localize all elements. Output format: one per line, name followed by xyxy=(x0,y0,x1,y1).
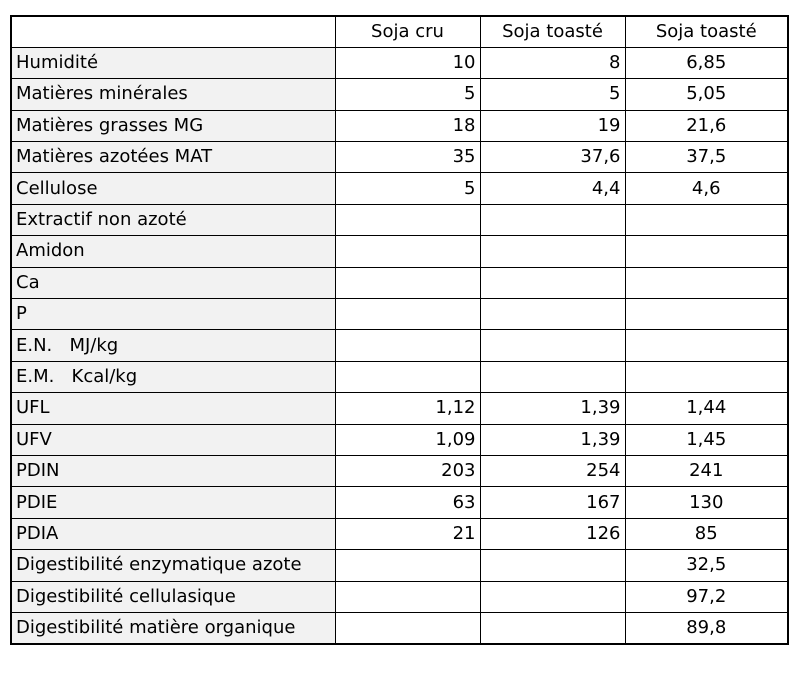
table-row xyxy=(11,204,788,235)
value-cell: 10 xyxy=(335,47,480,78)
value-cell xyxy=(335,550,480,581)
value-cell xyxy=(480,581,625,612)
table-row xyxy=(11,424,788,455)
row-label: Amidon xyxy=(11,236,335,267)
value-cell xyxy=(335,361,480,392)
table-row xyxy=(11,518,788,549)
row-label: PDIA xyxy=(11,518,335,549)
value-cell: 85 xyxy=(625,518,788,549)
value-cell: 5 xyxy=(480,79,625,110)
value-cell: 97,2 xyxy=(625,581,788,612)
value-cell: 241 xyxy=(625,455,788,486)
row-label: Matières grasses MG xyxy=(11,110,335,141)
table-row xyxy=(11,110,788,141)
value-cell: 5 xyxy=(335,79,480,110)
table-row xyxy=(11,612,788,643)
value-cell: 19 xyxy=(480,110,625,141)
value-cell: 5 xyxy=(335,173,480,204)
row-label: E.M. Kcal/kg xyxy=(11,361,335,392)
value-cell: 18 xyxy=(335,110,480,141)
value-cell: 89,8 xyxy=(625,612,788,643)
table-row xyxy=(11,236,788,267)
value-cell xyxy=(335,330,480,361)
header-row xyxy=(11,16,788,47)
value-cell xyxy=(335,267,480,298)
header-cell-soja-cru: Soja cru xyxy=(335,16,480,47)
value-cell xyxy=(625,236,788,267)
row-label: Digestibilité enzymatique azote xyxy=(11,550,335,581)
value-cell: 21 xyxy=(335,518,480,549)
row-label: Ca xyxy=(11,267,335,298)
table-row xyxy=(11,267,788,298)
table-row xyxy=(11,142,788,173)
row-label: Cellulose xyxy=(11,173,335,204)
table-row xyxy=(11,550,788,581)
row-label: PDIE xyxy=(11,487,335,518)
value-cell: 35 xyxy=(335,142,480,173)
value-cell xyxy=(335,581,480,612)
value-cell: 8 xyxy=(480,47,625,78)
value-cell: 6,85 xyxy=(625,47,788,78)
value-cell: 4,4 xyxy=(480,173,625,204)
table-row xyxy=(11,487,788,518)
value-cell: 1,44 xyxy=(625,393,788,424)
row-label: Digestibilité cellulasique xyxy=(11,581,335,612)
nutrition-table xyxy=(10,15,789,645)
value-cell xyxy=(625,204,788,235)
value-cell xyxy=(335,612,480,643)
value-cell: 254 xyxy=(480,455,625,486)
table-row xyxy=(11,393,788,424)
row-label: Digestibilité matière organique xyxy=(11,612,335,643)
value-cell: 130 xyxy=(625,487,788,518)
value-cell: 37,6 xyxy=(480,142,625,173)
header-cell-corner xyxy=(11,16,335,47)
value-cell xyxy=(625,330,788,361)
value-cell xyxy=(480,299,625,330)
row-label: Matières minérales xyxy=(11,79,335,110)
table-row xyxy=(11,330,788,361)
table-row xyxy=(11,299,788,330)
value-cell: 1,09 xyxy=(335,424,480,455)
table-row xyxy=(11,455,788,486)
row-label: E.N. MJ/kg xyxy=(11,330,335,361)
header-cell-soja-toaste-1: Soja toasté xyxy=(480,16,625,47)
value-cell xyxy=(625,267,788,298)
value-cell xyxy=(480,330,625,361)
value-cell: 4,6 xyxy=(625,173,788,204)
header-cell-soja-toaste-2: Soja toasté xyxy=(625,16,788,47)
row-label: PDIN xyxy=(11,455,335,486)
value-cell: 1,12 xyxy=(335,393,480,424)
value-cell xyxy=(480,612,625,643)
row-label: UFL xyxy=(11,393,335,424)
value-cell xyxy=(335,204,480,235)
value-cell: 5,05 xyxy=(625,79,788,110)
table-row xyxy=(11,79,788,110)
value-cell: 63 xyxy=(335,487,480,518)
table-row xyxy=(11,581,788,612)
value-cell xyxy=(625,361,788,392)
value-cell: 203 xyxy=(335,455,480,486)
value-cell: 1,39 xyxy=(480,393,625,424)
table-row xyxy=(11,173,788,204)
value-cell xyxy=(335,299,480,330)
table-row xyxy=(11,361,788,392)
value-cell: 1,39 xyxy=(480,424,625,455)
row-label: Extractif non azoté xyxy=(11,204,335,235)
value-cell xyxy=(480,204,625,235)
row-label: P xyxy=(11,299,335,330)
value-cell: 21,6 xyxy=(625,110,788,141)
value-cell: 126 xyxy=(480,518,625,549)
value-cell: 32,5 xyxy=(625,550,788,581)
value-cell: 37,5 xyxy=(625,142,788,173)
value-cell xyxy=(480,550,625,581)
value-cell: 167 xyxy=(480,487,625,518)
table-row xyxy=(11,47,788,78)
value-cell xyxy=(480,361,625,392)
value-cell xyxy=(625,299,788,330)
row-label: Matières azotées MAT xyxy=(11,142,335,173)
row-label: Humidité xyxy=(11,47,335,78)
value-cell xyxy=(480,236,625,267)
value-cell xyxy=(335,236,480,267)
row-label: UFV xyxy=(11,424,335,455)
value-cell: 1,45 xyxy=(625,424,788,455)
value-cell xyxy=(480,267,625,298)
